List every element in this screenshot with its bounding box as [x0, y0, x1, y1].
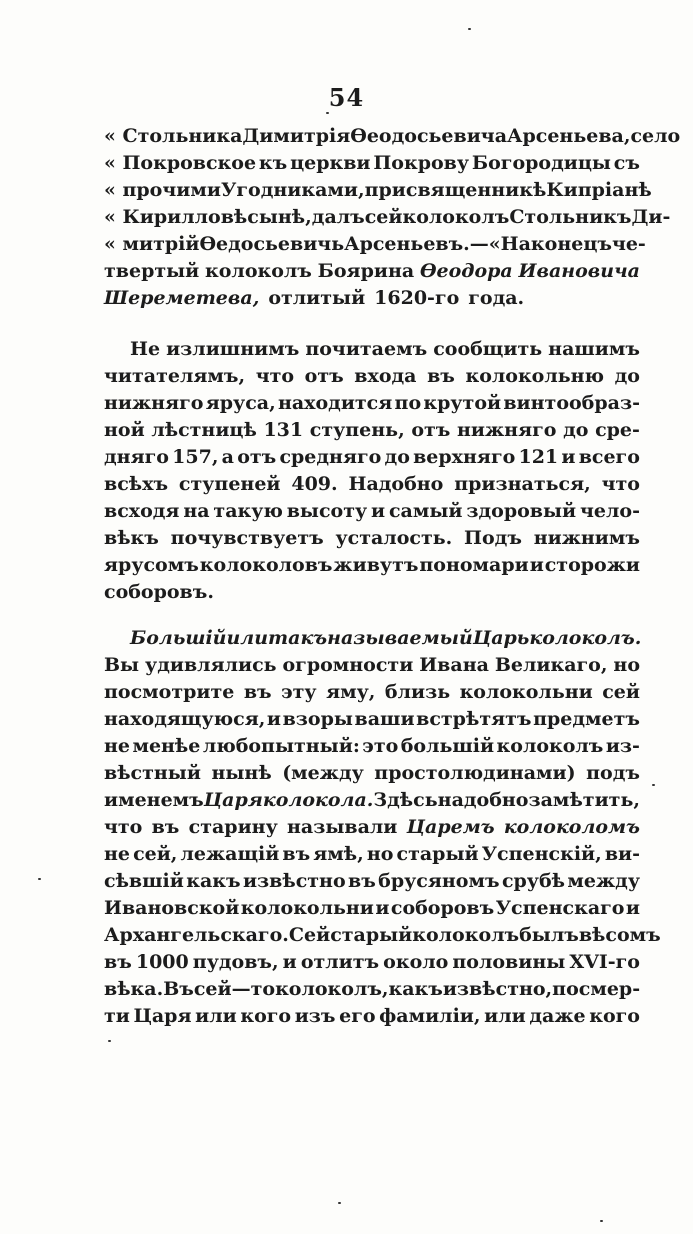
text-line [104, 679, 640, 706]
word: ступеней [178, 473, 281, 495]
word: подъ [586, 762, 640, 784]
text-line [104, 123, 681, 150]
word: далъсейколоколъ [311, 206, 510, 228]
word: старый [330, 924, 413, 946]
word: колоколъ [496, 735, 604, 757]
text-line [104, 922, 661, 949]
word: извѣстно, [442, 978, 553, 1000]
word: всѣхъ [104, 473, 169, 495]
word: и [282, 951, 297, 973]
word: колоколъ [205, 260, 312, 282]
word: нынѣ [211, 762, 272, 784]
word: крутой [423, 392, 502, 414]
word: сей, [133, 843, 178, 865]
text-line [104, 552, 640, 579]
word: 157, [172, 446, 219, 468]
word: входа [354, 365, 417, 387]
word: соборовъ [390, 897, 495, 919]
word: всего [578, 446, 640, 468]
word: огромности [282, 654, 414, 676]
word: из- [605, 735, 640, 757]
word: живутъ [333, 554, 419, 576]
text-line [104, 706, 640, 733]
word: пономари [419, 554, 529, 576]
word: вѣстный [104, 762, 201, 784]
text-line [104, 814, 640, 841]
word: въ [348, 870, 376, 892]
text-line [104, 525, 640, 552]
word: что [104, 816, 143, 838]
word: на [183, 500, 210, 522]
word: читателямъ, [104, 365, 246, 387]
paragraph-tsar-bell [104, 625, 661, 1030]
word: че- [611, 233, 646, 255]
word: 121 [518, 446, 559, 468]
text-line [104, 390, 640, 417]
text-line [104, 177, 652, 204]
word: здоровый [466, 500, 577, 522]
word: даже [529, 1005, 586, 1027]
word: Вы [104, 654, 140, 676]
word: « митрій [104, 233, 200, 255]
word: ярусомъ [104, 554, 199, 576]
word: Не [130, 338, 161, 360]
word: и [266, 708, 282, 730]
word: нашимъ [548, 338, 640, 360]
word: 131 [263, 419, 304, 441]
word: всходя [104, 500, 180, 522]
word: село [630, 125, 681, 147]
word: самый [388, 500, 463, 522]
word: Димитрія [242, 125, 351, 147]
word: Царь [472, 627, 530, 649]
word: его [339, 1005, 376, 1027]
word: что [601, 473, 640, 495]
word: Наконецъ [500, 233, 612, 255]
text-line [104, 498, 640, 525]
word: излишнимъ [166, 338, 300, 360]
word: и [529, 554, 544, 576]
word: близь [384, 681, 451, 703]
word: въ [243, 681, 272, 703]
word: отъ [304, 365, 344, 387]
word: Царемъ [406, 816, 495, 838]
scan-speck [652, 784, 655, 786]
word: Покрову [373, 152, 470, 174]
word: признаться, [454, 473, 591, 495]
word: или [484, 1005, 526, 1027]
text-line [104, 841, 640, 868]
word: по [552, 978, 579, 1000]
word: въ [104, 951, 132, 973]
text-line [104, 471, 640, 498]
word: колокольню [465, 365, 605, 387]
word: въ [282, 843, 311, 865]
text-line [104, 733, 640, 760]
word: почитаемъ [305, 338, 428, 360]
word: именемъ [104, 789, 204, 811]
word: но [366, 843, 394, 865]
paragraph-bell-inscription [104, 123, 681, 312]
scan-speck [338, 1202, 341, 1204]
word: взоры [282, 708, 353, 730]
text-line [104, 417, 640, 444]
word: высоту [286, 500, 368, 522]
word: вѣка. [104, 978, 164, 1000]
word: встрѣтятъ [416, 708, 532, 730]
word: церкви [290, 152, 371, 174]
word: колоколовъ [199, 554, 333, 576]
word: не [104, 843, 130, 865]
word: находящуюся, [104, 708, 266, 730]
word: къ [258, 152, 288, 174]
word: находится [277, 392, 393, 414]
word: между [567, 870, 640, 892]
word: яму, [326, 681, 376, 703]
word: (между [282, 762, 364, 784]
word: лѣстницѣ [151, 419, 257, 441]
page-number: 54 [328, 83, 365, 112]
word: это [362, 735, 399, 757]
text-line [104, 231, 646, 258]
word: или [195, 1005, 237, 1027]
word: сынѣ, [247, 206, 312, 228]
word: или [226, 627, 269, 649]
word: яруса, [205, 392, 276, 414]
word: колокола. [262, 789, 374, 811]
word: Стольникъ [509, 206, 632, 228]
word: средняго [279, 446, 382, 468]
word: до [384, 446, 410, 468]
word: « [488, 233, 501, 255]
word: надобно [437, 789, 529, 811]
word: дняго [104, 446, 169, 468]
text-line [104, 895, 640, 922]
scan-speck [600, 1220, 603, 1222]
word: старину [188, 816, 278, 838]
word: 1620-го [374, 287, 460, 309]
text-line [104, 949, 640, 976]
word: « Покровское [104, 152, 257, 174]
text-line [104, 363, 640, 390]
text-line [104, 444, 640, 471]
word: колокольни [240, 897, 374, 919]
word: какъ [186, 870, 241, 892]
word: Шереметева, [104, 287, 260, 309]
word: сре- [595, 419, 640, 441]
text-line [104, 285, 640, 312]
text-line [104, 652, 640, 679]
word: колоколъ. [529, 627, 642, 649]
word: Подъ [464, 527, 522, 549]
word: что [255, 365, 295, 387]
word: колоколъ [412, 924, 520, 946]
word: XVI-го [569, 951, 640, 973]
word: простолюдинами) [374, 762, 576, 784]
word: большій [400, 735, 495, 757]
word: Өеодора [419, 260, 513, 282]
word: Өедосьевичь [199, 233, 345, 255]
word: лежащій [180, 843, 280, 865]
word: Арсеньева, [507, 125, 631, 147]
word: а [221, 446, 234, 468]
word: нижняго [104, 392, 204, 414]
text-line [104, 787, 640, 814]
word: замѣтить, [528, 789, 640, 811]
word: отлитый [268, 287, 366, 309]
word: Кипріанѣ [546, 179, 652, 201]
word: нижнимъ [533, 527, 640, 549]
word: ваши [354, 708, 415, 730]
word: былъ [519, 924, 579, 946]
text-line [104, 976, 640, 1003]
word: но [613, 654, 640, 676]
word: кого [240, 1005, 292, 1027]
word: вѣкъ [104, 527, 159, 549]
word: такъ [268, 627, 328, 649]
word: эту [281, 681, 317, 703]
word: изъ [294, 1005, 336, 1027]
word: и [371, 500, 386, 522]
word: брусяномъ [378, 870, 500, 892]
word: менѣе [132, 735, 201, 757]
word: Надобно [348, 473, 444, 495]
word: по [394, 392, 422, 414]
word: съ [613, 152, 640, 174]
word: посмотрите [104, 681, 235, 703]
word: Арсеньевъ.— [344, 233, 489, 255]
word: сѣвшій [104, 870, 184, 892]
word: ступень, [309, 419, 405, 441]
text-line [104, 760, 640, 787]
word: Великаго, [494, 654, 608, 676]
word: года. [468, 287, 525, 309]
word: Угодниками, [220, 179, 365, 201]
scan-speck [468, 28, 471, 30]
word: сей—то [193, 978, 276, 1000]
word: Здѣсь [373, 789, 438, 811]
word: какъ [388, 978, 443, 1000]
text-line [104, 258, 640, 285]
word: отъ [237, 446, 277, 468]
word: до [614, 365, 640, 387]
word: ви- [604, 843, 640, 865]
word: вѣсомъ [578, 924, 661, 946]
word: въ [151, 816, 180, 838]
word: кого [589, 1005, 640, 1027]
word: около [383, 951, 449, 973]
word: половины [452, 951, 566, 973]
word: и [375, 897, 390, 919]
word: « Стольника [104, 125, 243, 147]
word: колоколомъ [503, 816, 640, 838]
word: и [561, 446, 576, 468]
word: Царя [203, 789, 263, 811]
word: Боярина [317, 260, 415, 282]
word: чело- [580, 500, 640, 522]
word: ной [104, 419, 145, 441]
word: верхняго [413, 446, 516, 468]
word: твертый [104, 260, 200, 282]
word: пудовъ, [192, 951, 279, 973]
word: отлитъ [300, 951, 380, 973]
word: « Кирилловѣ [104, 206, 248, 228]
word: сторожи [544, 554, 640, 576]
word: колокольни [459, 681, 593, 703]
text-line [104, 204, 671, 231]
word: ямѣ, [313, 843, 364, 865]
word: Большій [130, 627, 227, 649]
word: Въ [163, 978, 194, 1000]
word: 409. [291, 473, 338, 495]
word: ти [104, 1005, 130, 1027]
word: смер- [578, 978, 641, 1000]
word: не [104, 735, 130, 757]
word: извѣстно [242, 870, 346, 892]
text-line [104, 336, 640, 363]
word: фамиліи, [379, 1005, 481, 1027]
word: срубѣ [501, 870, 565, 892]
scan-speck [326, 112, 329, 114]
word: предметъ [533, 708, 640, 730]
text-line [104, 868, 640, 895]
word: 1000 [135, 951, 189, 973]
word: въ [427, 365, 455, 387]
word: Успенскаго [495, 897, 625, 919]
word: Успенскій, [481, 843, 602, 865]
word: Ивановича [518, 260, 640, 282]
word: Ивановской [104, 897, 240, 919]
word: и [625, 897, 640, 919]
word: удивлялись [145, 654, 277, 676]
word: старый [396, 843, 479, 865]
word: любопытный: [202, 735, 360, 757]
word: отъ [411, 419, 451, 441]
scan-speck [38, 878, 41, 880]
text-line [104, 625, 640, 652]
text-line [104, 150, 640, 177]
text-line [104, 1003, 640, 1030]
word: соборовъ. [104, 581, 214, 603]
word: Царя [133, 1005, 192, 1027]
word: сей [602, 681, 640, 703]
word: священникѣ [405, 179, 547, 201]
word: колоколъ, [275, 978, 389, 1000]
word: называли [287, 816, 398, 838]
word: усталость. [335, 527, 453, 549]
word: сообщить [433, 338, 543, 360]
word: такую [213, 500, 283, 522]
word: винтообраз- [503, 392, 640, 414]
word: Өеодосьевича [350, 125, 508, 147]
word: « прочими [104, 179, 221, 201]
word: Сей [288, 924, 331, 946]
word: почувствуетъ [170, 527, 324, 549]
paragraph-staircase [104, 336, 640, 606]
word: называемый [327, 627, 473, 649]
word: Богородицы [471, 152, 611, 174]
text-line [104, 579, 640, 606]
word: до [563, 419, 589, 441]
word: нижняго [457, 419, 557, 441]
word: Ди- [631, 206, 671, 228]
word: при [364, 179, 406, 201]
word: Архангельскаго. [104, 924, 289, 946]
word: Ивана [419, 654, 489, 676]
scan-speck [108, 1040, 111, 1042]
